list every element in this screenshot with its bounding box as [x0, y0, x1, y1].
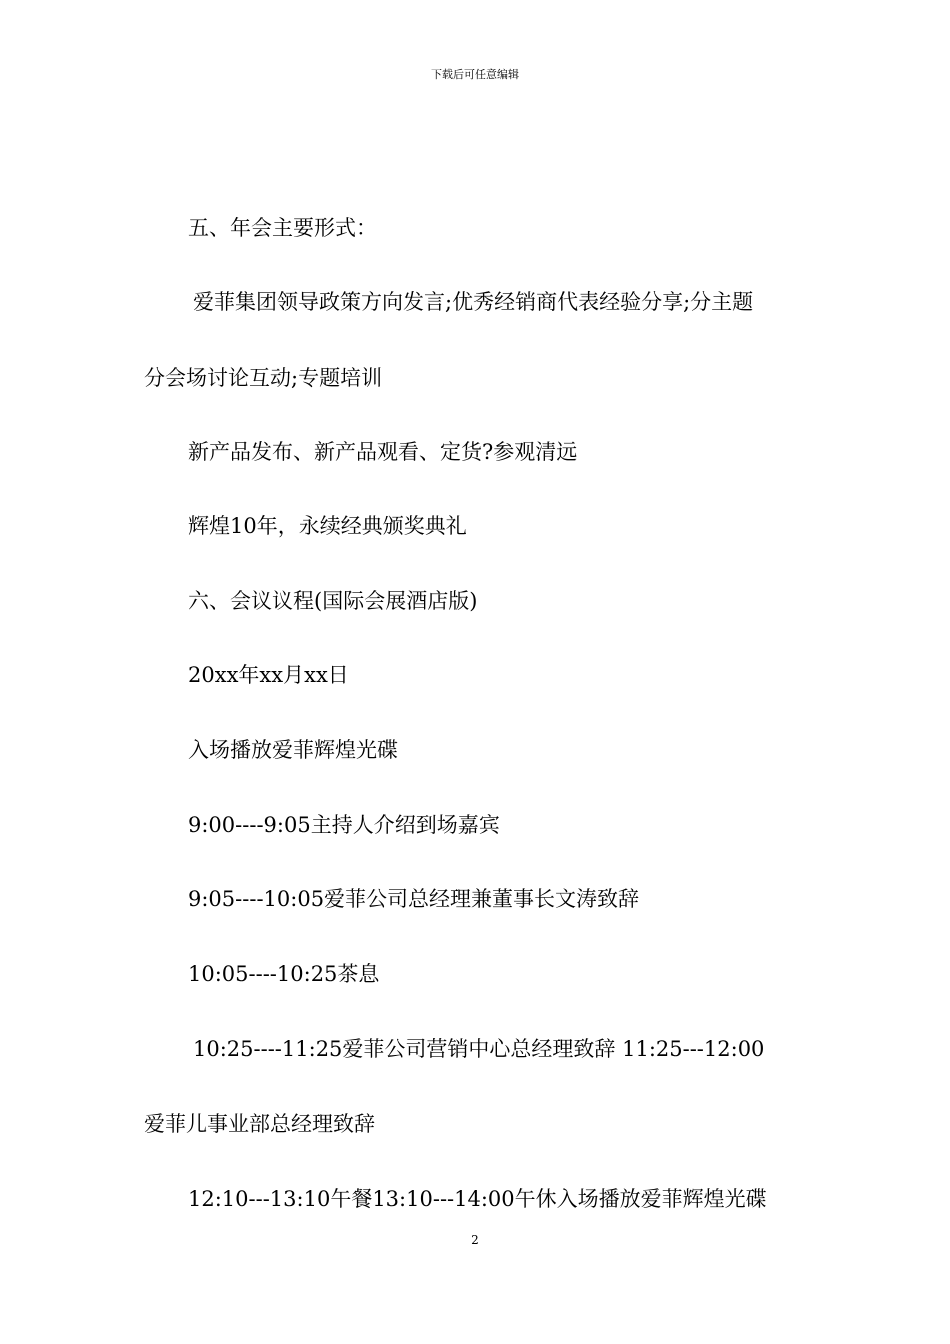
agenda-item: 10:05----10:25茶息 [188, 962, 380, 986]
agenda-item: 9:00----9:05主持人介绍到场嘉宾 [188, 813, 500, 837]
agenda-item: 12:10---13:10午餐13:10---14:00午休入场播放爱菲辉煌光碟 [188, 1187, 767, 1211]
page-header: 下载后可任意编辑 [431, 68, 519, 81]
body-paragraph-line: 新产品发布、新产品观看、定货?参观清远 [188, 440, 578, 464]
agenda-item: 9:05----10:05爱菲公司总经理兼董事长文涛致辞 [188, 887, 640, 911]
section-heading-5: 五、年会主要形式： [188, 216, 377, 240]
page-number: 2 [471, 1233, 479, 1247]
agenda-item: 爱菲儿事业部总经理致辞 [144, 1112, 375, 1136]
agenda-item: 10:25----11:25爱菲公司营销中心总经理致辞 11:25---12:00 [193, 1037, 765, 1061]
body-paragraph-line: 分会场讨论互动;专题培训 [144, 366, 383, 390]
body-paragraph-line: 辉煌10年，永续经典颁奖典礼 [188, 514, 467, 538]
section-heading-6: 六、会议议程(国际会展酒店版) [188, 589, 478, 613]
body-paragraph-line: 爱菲集团领导政策方向发言;优秀经销商代表经验分享;分主题 [193, 290, 754, 314]
agenda-date: 20xx年xx月xx日 [188, 663, 349, 687]
agenda-item: 入场播放爱菲辉煌光碟 [188, 738, 398, 762]
